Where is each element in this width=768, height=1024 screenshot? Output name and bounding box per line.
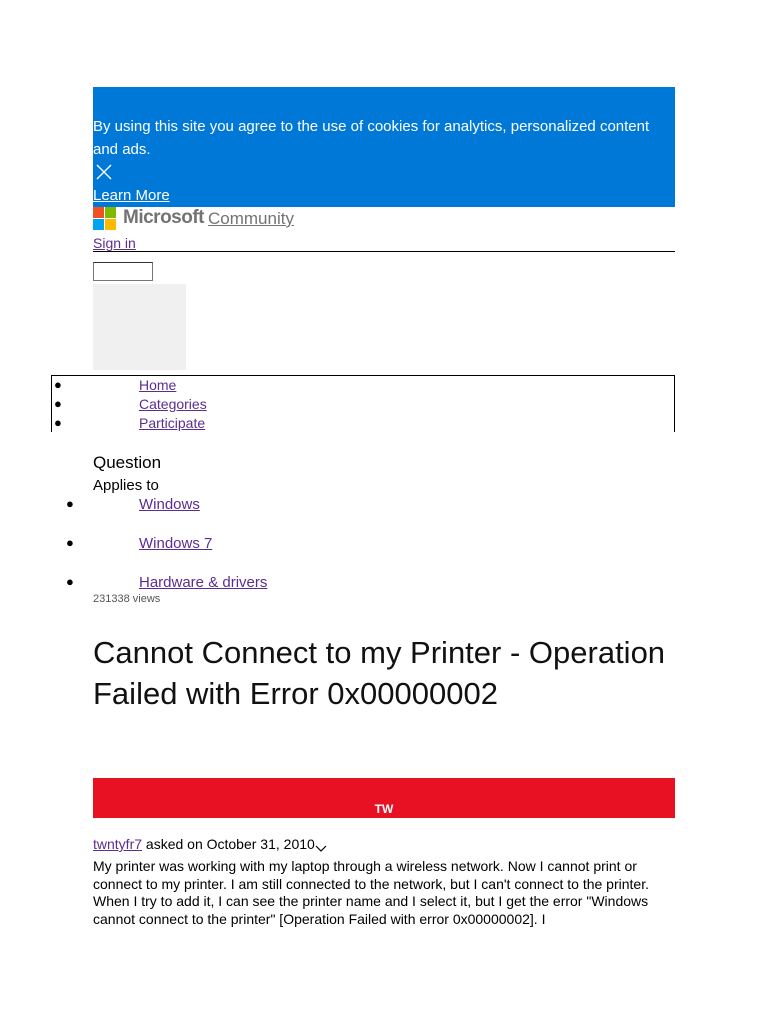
applies-to-item xyxy=(66,574,466,594)
nav-link-participate[interactable]: Participate xyxy=(139,415,206,431)
question-title: Cannot Connect to my Printer - Operation Failed with Error 0x00000002 xyxy=(93,635,666,711)
applies-to-item xyxy=(66,496,466,516)
header-divider xyxy=(93,251,675,252)
bullet-icon: ● xyxy=(54,377,62,392)
cookie-banner xyxy=(93,87,675,207)
applies-to-item xyxy=(66,535,466,555)
nav-link-categories[interactable]: Categories xyxy=(139,396,207,412)
applies-to-link-windows[interactable]: Windows xyxy=(139,496,200,513)
bullet-icon: ● xyxy=(66,496,74,511)
applies-to-link-hardware-drivers[interactable]: Hardware & drivers xyxy=(139,574,268,591)
asked-date: asked on October 31, 2010 xyxy=(145,836,315,852)
nav-link-home[interactable]: Home xyxy=(139,377,177,393)
chevron-down-icon[interactable] xyxy=(315,840,327,850)
bullet-icon: ● xyxy=(54,415,62,430)
avatar[interactable] xyxy=(93,778,675,818)
cookie-message: By using this site you agree to the use of cookies for analytics, personalized content and ads. xyxy=(93,118,650,158)
bullet-icon: ● xyxy=(66,574,74,589)
author-link[interactable]: twntyfr7 xyxy=(93,836,143,852)
microsoft-wordmark[interactable]: Microsoft xyxy=(123,207,204,228)
author-line xyxy=(93,836,327,852)
learn-more-link[interactable]: Learn More xyxy=(93,187,170,204)
search-input[interactable] xyxy=(93,262,153,281)
main-nav xyxy=(51,375,675,432)
bullet-icon: ● xyxy=(54,396,62,411)
microsoft-logo-icon[interactable] xyxy=(93,207,117,231)
question-body: My printer was working with my laptop through a wireless network. Now I cannot print or connect to my printer. I am still connected to the network, but I can't connect to the printer. When I try to add it, I can see the printer name and I select it, but I get the error "Windows cannot connect to the printer" [Operation Failed with error 0x00000002]. I xyxy=(93,858,649,927)
image-placeholder xyxy=(93,284,186,370)
nav-item-home xyxy=(52,377,652,396)
avatar-initials: TW xyxy=(374,802,394,816)
question-type-label: Question xyxy=(93,453,162,472)
close-icon[interactable] xyxy=(95,163,115,183)
applies-to-link-windows-7[interactable]: Windows 7 xyxy=(139,535,213,552)
nav-item-participate xyxy=(52,415,652,434)
bullet-icon: ● xyxy=(66,535,74,550)
community-link[interactable]: Community xyxy=(208,209,294,228)
view-count: 231338 views xyxy=(93,593,161,605)
applies-to-label: Applies to xyxy=(93,477,159,494)
nav-item-categories xyxy=(52,396,652,415)
sign-in-link[interactable]: Sign in xyxy=(93,235,136,251)
